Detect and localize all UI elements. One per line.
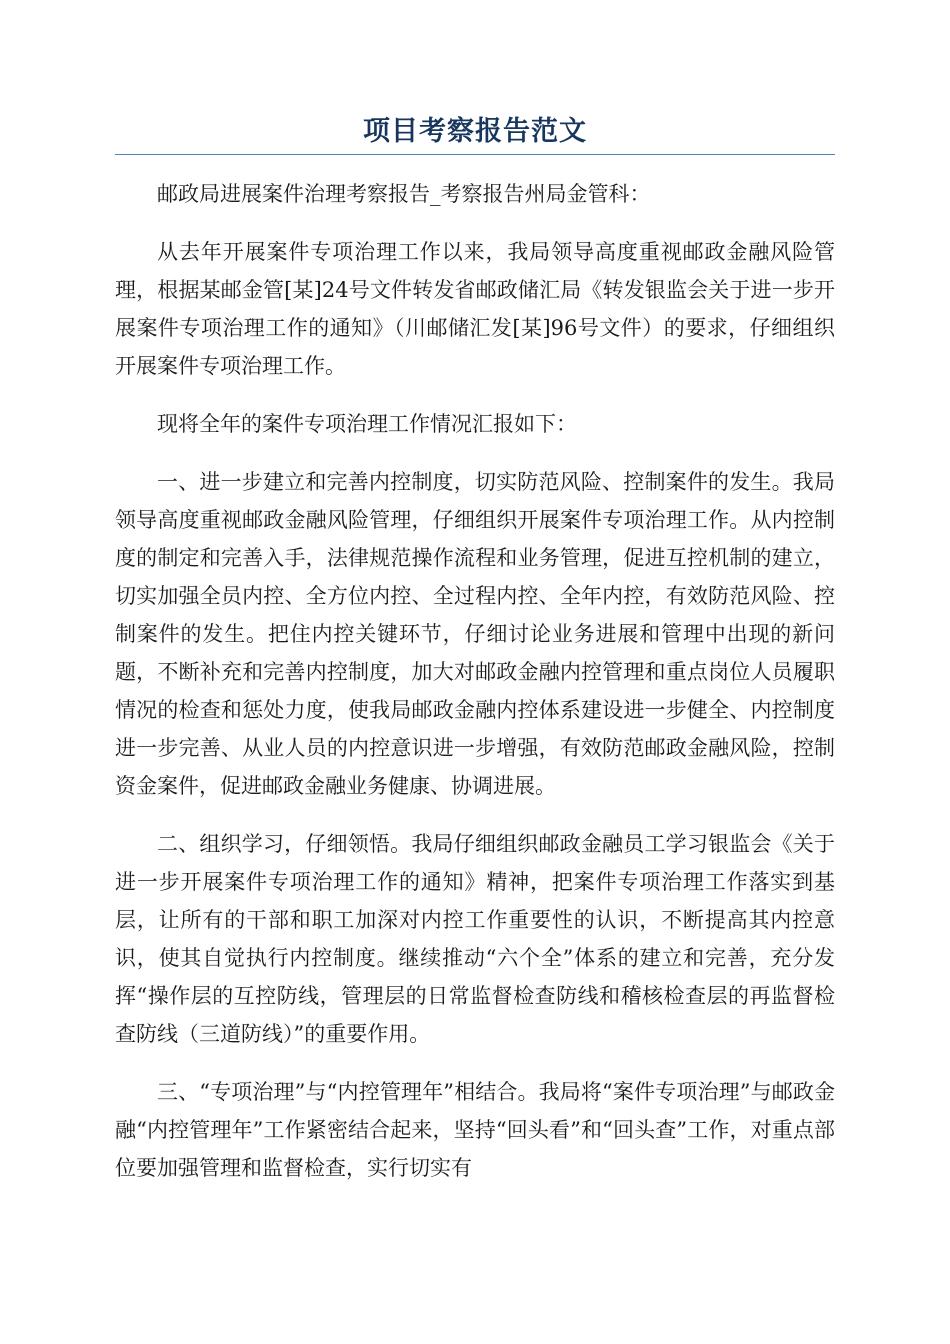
paragraph-section-3: 三、“专项治理”与“内控管理年”相结合。我局将“案件专项治理”与邮政金融“内控管理年”工作紧密结合起来，坚持“回头看”和“回头查”工作，对重点部位要加强管理和监督检查，实行切实有 (115, 1080, 835, 1180)
paragraph-summary-lead: 现将全年的案件专项治理工作情况汇报如下： (157, 412, 577, 436)
paragraph-heading: 邮政局进展案件治理考察报告_考察报告州局金管科： (157, 182, 651, 206)
title-underline (115, 154, 835, 155)
paragraph-section-1: 一、进一步建立和完善内控制度，切实防范风险、控制案件的发生。我局领导高度重视邮政金融风险管理，仔细组织开展案件专项治理工作。从内控制度的制定和完善入手，法律规范操作流程和业务管理，促进互控机制的建立，切实加强全员内控、全方位内控、全过程内控、全年内控，有效防范风险、控制案件的发生。把住内控关键环节，仔细讨论业务进展和管理中出现的新问题，不断补充和完善内控制度，加大对邮政金融内控管理和重点岗位人员履职情况的检查和惩处力度，使我局邮政金融内控体系建设进一步健全、内控制度进一步完善、从业人员的内控意识进一步增强，有效防范邮政金融风险，控制资金案件，促进邮政金融业务健康、协调进展。 (115, 470, 835, 798)
paragraph-intro: 从去年开展案件专项治理工作以来，我局领导高度重视邮政金融风险管理，根据某邮金管[某]24号文件转发省邮政储汇局《转发银监会关于进一步开展案件专项治理工作的通知》（川邮储汇发[某]96号文件）的要求，仔细组织开展案件专项治理工作。 (115, 240, 835, 378)
document-body (115, 175, 835, 1207)
document-title: 项目考察报告范文 (363, 116, 587, 147)
paragraph-section-2: 二、组织学习，仔细领悟。我局仔细组织邮政金融员工学习银监会《关于进一步开展案件专项治理工作的通知》精神，把案件专项治理工作落实到基层，让所有的干部和职工加深对内控工作重要性的认识，不断提高其内控意识，使其自觉执行内控制度。继续推动“六个全”体系的建立和完善，充分发挥“操作层的互控防线，管理层的日常监督检查防线和稽核检查层的再监督检查防线（三道防线）”的重要作用。 (115, 832, 835, 1046)
